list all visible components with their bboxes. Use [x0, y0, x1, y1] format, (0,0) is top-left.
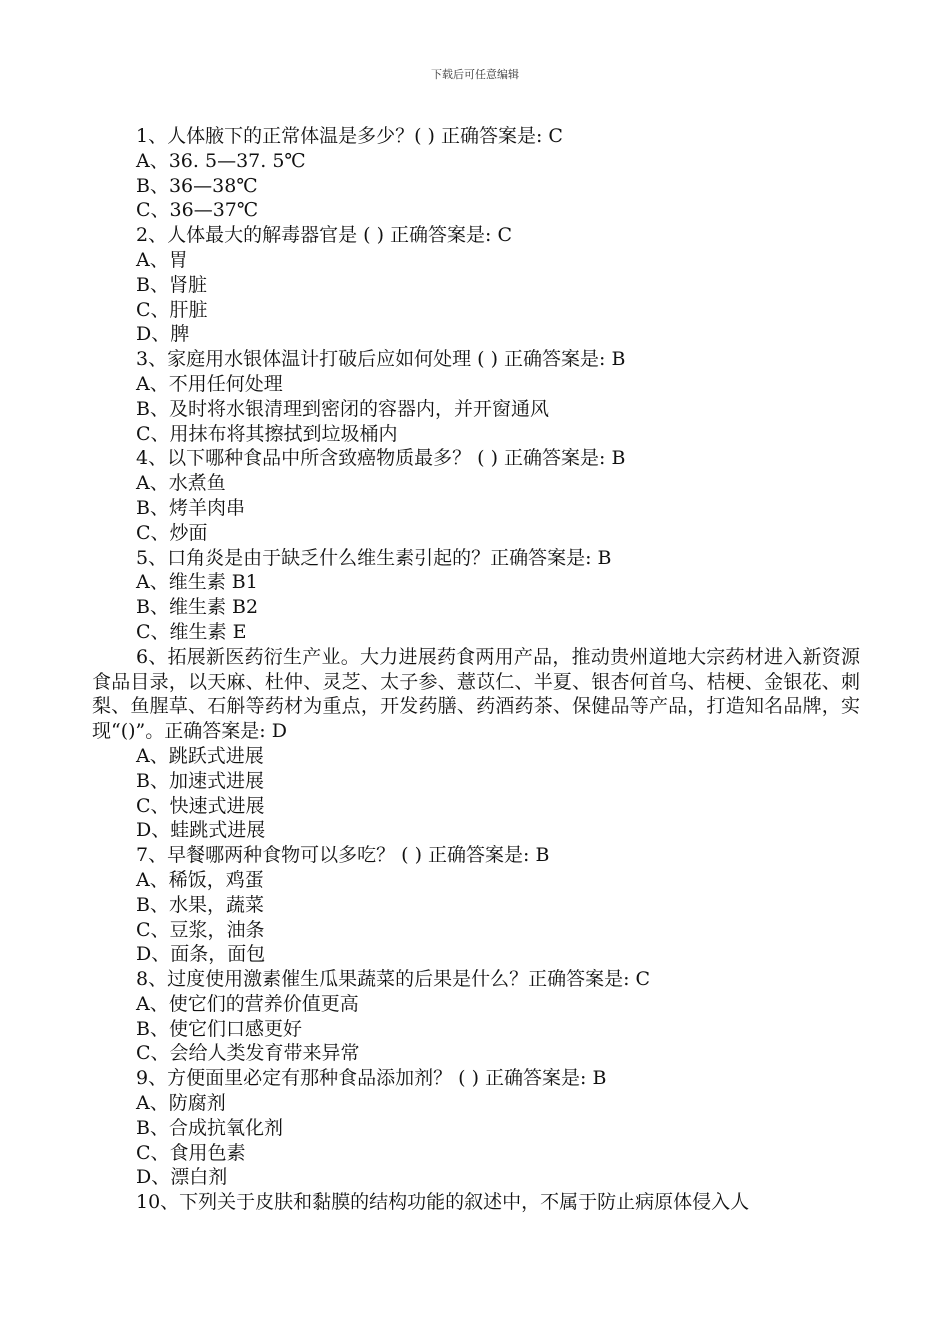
question-paragraph: 6、拓展新医药衍生产业。大力进展药食两用产品，推动贵州道地大宗药材进入新资源食品目录，以天麻、杜仲、灵芝、太子参、薏苡仁、半夏、银杏何首乌、桔梗、金银花、刺梨、鱼腥草、石斛等药材为重点，开发药膳、药酒药茶、保健品等产品，打造知名品牌，实现“()”。正确答案是: D: [92, 645, 860, 743]
option-line: A、稀饭，鸡蛋: [136, 868, 264, 891]
page-header: 下载后可任意编辑: [431, 68, 519, 81]
option-line: B、及时将水银清理到密闭的容器内，并开窗通风: [136, 397, 549, 420]
option-line: A、水煮鱼: [136, 472, 226, 495]
option-line: A、防腐剂: [136, 1092, 226, 1115]
option-line: A、不用任何处理: [136, 372, 283, 395]
option-line: C、肝脏: [136, 298, 208, 321]
option-line: D、漂白剂: [136, 1166, 228, 1189]
option-line: A、维生素 B1: [136, 571, 258, 594]
option-line: C、会给人类发育带来异常: [136, 1042, 360, 1065]
option-line: D、面条，面包: [136, 943, 266, 966]
option-line: C、用抹布将其擦拭到垃圾桶内: [136, 422, 398, 445]
option-line: C、食用色素: [136, 1141, 246, 1164]
option-line: B、36—38℃: [136, 174, 258, 197]
question-line: 5、口角炎是由于缺乏什么维生素引起的？正确答案是: B: [136, 546, 612, 569]
question-line: 4、以下哪种食品中所含致癌物质最多？ ( ) 正确答案是: B: [136, 447, 626, 470]
option-line: B、烤羊肉串: [136, 496, 245, 519]
option-line: B、加速式进展: [136, 769, 264, 792]
option-line: C、豆浆，油条: [136, 918, 265, 941]
quiz-content: [92, 124, 860, 1215]
option-line: B、维生素 B2: [136, 596, 259, 619]
option-line: C、维生素 E: [136, 620, 247, 643]
option-line: A、跳跃式进展: [136, 744, 264, 767]
question-line: 9、方便面里必定有那种食品添加剂？ ( ) 正确答案是: B: [136, 1067, 607, 1090]
option-line: A、胃: [136, 248, 188, 271]
option-line: B、水果，蔬菜: [136, 893, 264, 916]
option-line: D、脾: [136, 323, 190, 346]
question-line: 10、下列关于皮肤和黏膜的结构功能的叙述中，不属于防止病原体侵入人: [136, 1191, 750, 1214]
option-line: B、合成抗氧化剂: [136, 1116, 283, 1139]
option-line: C、快速式进展: [136, 794, 265, 817]
option-line: D、蛙跳式进展: [136, 819, 266, 842]
option-line: A、36. 5—37. 5℃: [136, 149, 306, 172]
option-line: C、36—37℃: [136, 199, 259, 222]
option-line: A、使它们的营养价值更高: [136, 992, 359, 1015]
option-line: B、肾脏: [136, 273, 207, 296]
question-line: 8、过度使用激素催生瓜果蔬菜的后果是什么？正确答案是: C: [136, 968, 651, 991]
question-line: 7、早餐哪两种食物可以多吃？ ( ) 正确答案是: B: [136, 844, 550, 867]
option-line: C、炒面: [136, 521, 208, 544]
option-line: B、使它们口感更好: [136, 1017, 302, 1040]
question-line: 1、人体腋下的正常体温是多少？( ) 正确答案是: C: [136, 125, 563, 147]
question-line: 2、人体最大的解毒器官是 ( ) 正确答案是: C: [136, 224, 513, 247]
question-line: 3、家庭用水银体温计打破后应如何处理 ( ) 正确答案是: B: [136, 348, 626, 371]
